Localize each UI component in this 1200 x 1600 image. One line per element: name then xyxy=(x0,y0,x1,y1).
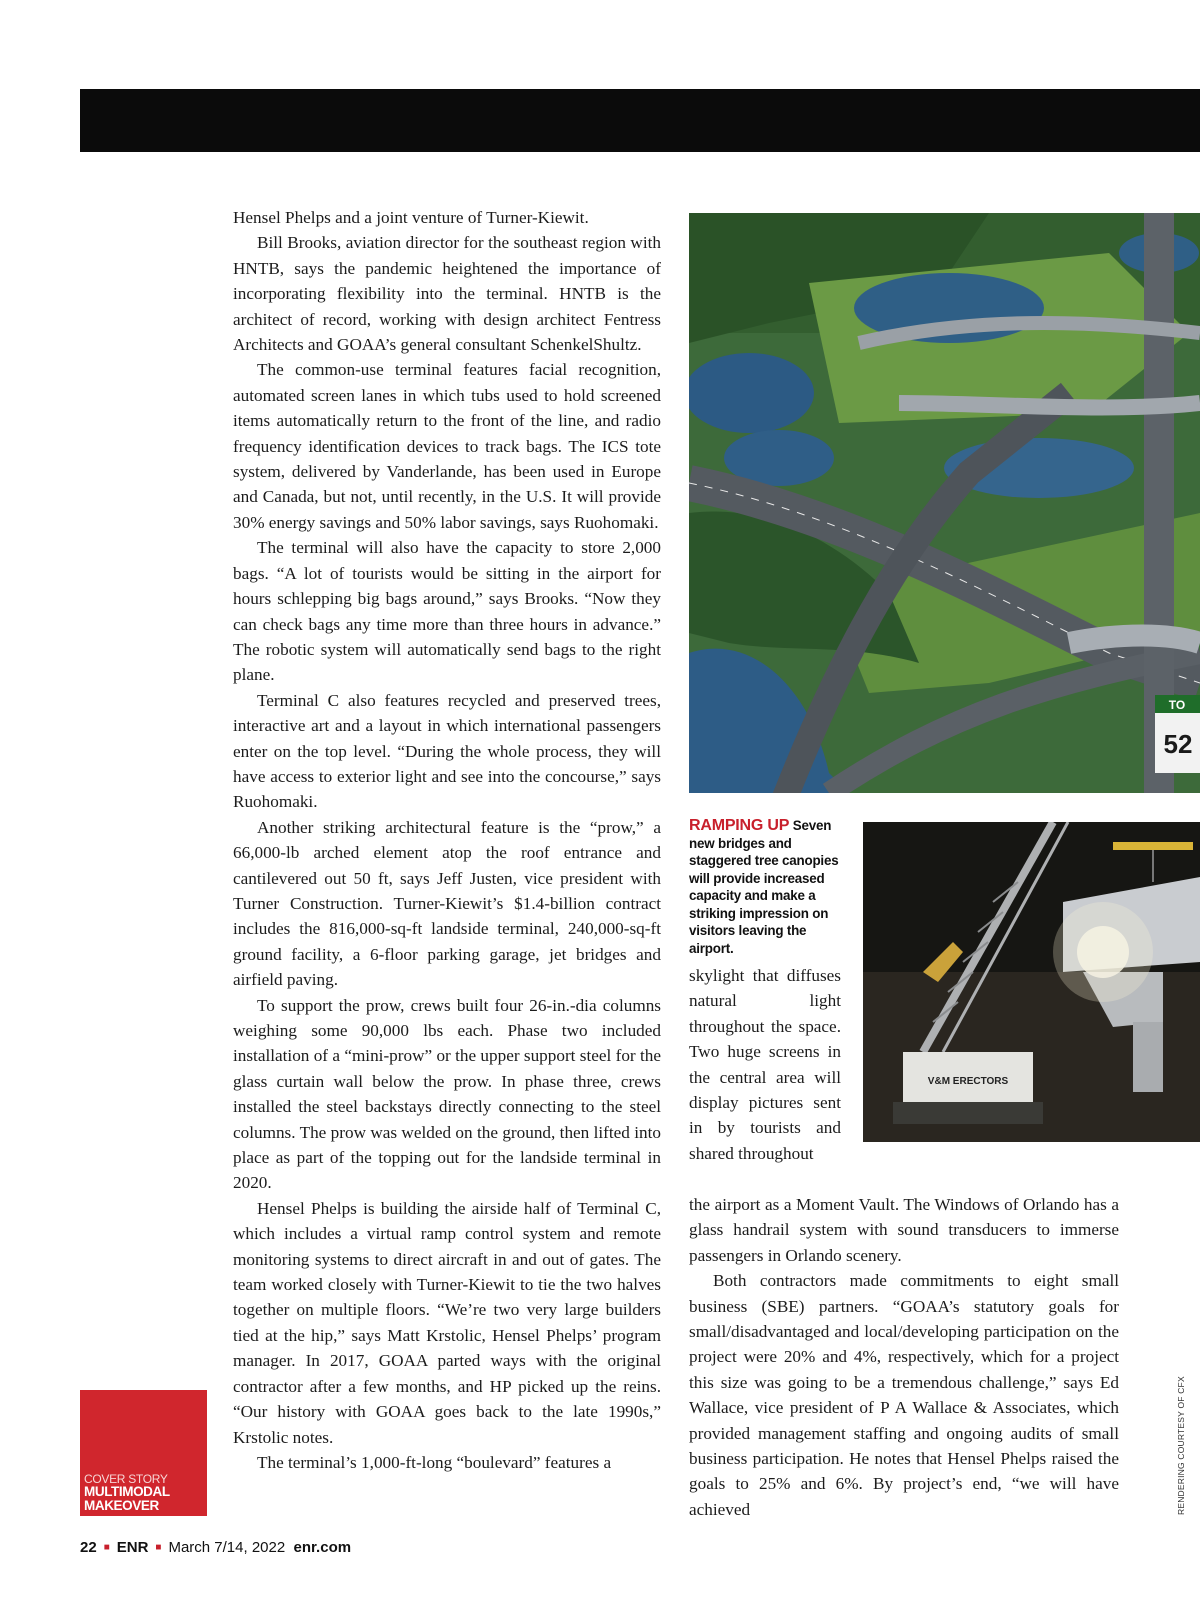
article-paragraph: The terminal will also have the capacity to store 2,000 bags. “A lot of tourists would be sitting in the airport for hours schlepping big bags around,” says Brooks. “Now they can check bags any time more than three hours in advance.” The robotic system will automatically send bags to the right plane. xyxy=(233,538,661,685)
photo-caption xyxy=(689,817,841,957)
section-tag-title: MULTIMODAL MAKEOVER xyxy=(84,1484,170,1513)
highway-sign-number: 52 xyxy=(1163,729,1193,759)
caption-text: Seven new bridges and staggered tree canopies will provide increased capacity and make a striking impression on visitors leaving the airport. xyxy=(689,818,839,956)
website: enr.com xyxy=(293,1539,352,1556)
article-paragraph: Both contractors made commitments to eight small business (SBE) partners. “GOAA’s statutory goals for small/disadvantaged and local/developing participation on the project were 20% and 4%, respectively, which for a project this size was going to be a tremendous challenge,” says Ed Wallace, vice president of P A Wallace & Associates, which provided management staffing and ongoing audits of small business participation. He notes that Hensel Phelps raised the goals to 25% and 6%. By project’s end, “we will have achieved xyxy=(689,1271,1119,1519)
article-paragraph: the airport as a Moment Vault. The Windows of Orlando has a glass handrail system with sound transducers to immerse passengers in Orlando scenery. xyxy=(689,1195,1119,1265)
article-paragraph: Another striking architectural feature is the “prow,” a 66,000-lb arched element atop the roof entrance and cantilevered out 50 ft, says Jeff Justen, vice president with Turner Construction. Turner-Kiewit’s $1.4-billion contract includes the 816,000-sq-ft landside terminal, 240,000-sq-ft ground facility, a 6-floor parking garage, jet bridges and airfield paving. xyxy=(233,817,661,990)
article-paragraph: To support the prow, crews built four 26-in.-dia columns weighing some 90,000 lbs each. Phase two included installation of a “mini-prow” or the upper support steel for the glass curtain wall below the prow. In phase three, crews installed the steel backstays directly connecting to the steel columns. The prow was welded on the ground, then lifted into place as part of the topping out for the landside terminal in 2020. xyxy=(233,995,661,1193)
magazine-name: ENR xyxy=(116,1539,149,1556)
article-column-middle xyxy=(689,1192,1119,1522)
page-number: 22 xyxy=(80,1539,97,1556)
photo-credit: RENDERING COURTESY OF CFX xyxy=(1176,1376,1186,1515)
highway-sign-top: TO xyxy=(1168,698,1186,712)
page-footer xyxy=(80,1539,351,1556)
article-paragraph: The terminal’s 1,000-ft-long “boulevard” features a xyxy=(257,1452,612,1472)
article-paragraph: Hensel Phelps is building the airside half of Terminal C, which includes a virtual ramp control system and remote monitoring systems to direct aircraft in and out of gates. The team worked closely with Turner-Kiewit to tie the two halves together on multiple floors. “We’re two very large builders tied at the hip,” says Matt Krstolic, Hensel Phelps’ program manager. In 2017, GOAA parted ways with the original contractor after a few months, and HP picked up the reins. “Our history with GOAA goes back to the late 1990s,” Krstolic notes. xyxy=(233,1198,661,1447)
article-paragraph: The common-use terminal features facial recognition, automated screen lanes in which tubs used to hold screened items automatically return to the front of the line, and radio frequency identification devices to track bags. The ICS tote system, delivered by Vanderlande, has been used in Europe and Canada, but not, until recently, in the U.S. It will provide 30% energy savings and 50% labor savings, says Ruohomaki. xyxy=(233,360,661,532)
article-paragraph: Bill Brooks, aviation director for the southeast region with HNTB, says the pandemic heightened the importance of incorporating flexibility into the terminal. HNTB is the architect of record, working with design architect Fentress Architects and GOAA’s general consultant SchenkelShultz. xyxy=(233,233,661,355)
article-paragraph: Hensel Phelps and a joint venture of Turner-Kiewit. xyxy=(233,208,589,227)
separator-dot: ■ xyxy=(103,1542,110,1553)
aerial-rendering-photo xyxy=(689,213,1200,793)
section-tag xyxy=(80,1390,207,1516)
caption-head: RAMPING UP xyxy=(689,817,790,834)
article-paragraph: Terminal C also features recycled and preserved trees, interactive art and a layout in which international passengers enter on the top level. “During the whole process, they will have access to exterior light and see into the concourse,” says Ruohomaki. xyxy=(233,690,661,812)
article-paragraph: skylight that diffuses natural light throughout the space. Two huge screens in the central area will display pictures sent in by tourists and shared throughout xyxy=(689,966,841,1163)
header-black-bar xyxy=(80,89,1200,152)
article-column-left xyxy=(233,205,661,1475)
article-column-middle-narrow xyxy=(689,963,841,1166)
separator-dot: ■ xyxy=(155,1542,162,1553)
section-tag-label: COVER STORY xyxy=(84,1472,168,1486)
issue-date: March 7/14, 2022 xyxy=(168,1539,286,1556)
night-construction-photo xyxy=(863,822,1200,1142)
crane-label: V&M ERECTORS xyxy=(927,1076,1009,1087)
